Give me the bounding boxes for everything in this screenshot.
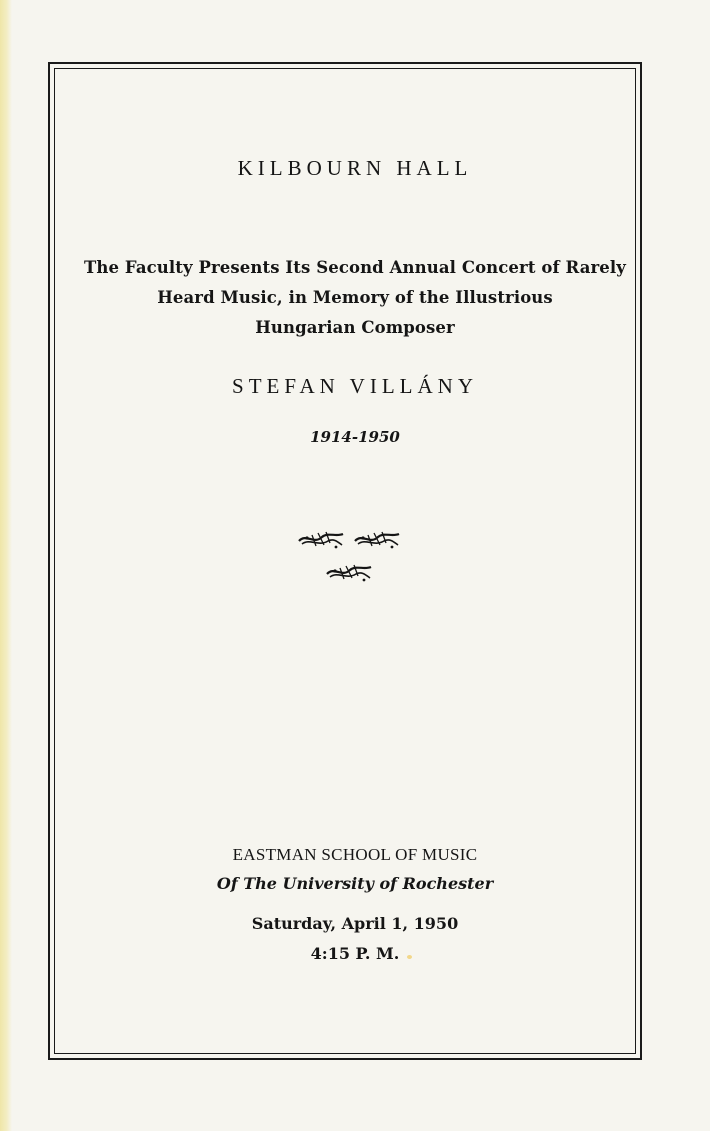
paper-smudge	[407, 955, 412, 959]
concert-date: Saturday, April 1, 1950	[251, 914, 459, 933]
dedication-line-3: Hungarian Composer	[255, 318, 455, 337]
inner-rule-border	[54, 68, 636, 1054]
double-rule-border	[48, 62, 642, 1060]
school-affiliation: Of The University of Rochester	[216, 874, 494, 893]
fleuron-ornament-icon	[354, 529, 400, 551]
composer-name: STEFAN VILLÁNY	[232, 374, 478, 398]
hall-title: KILBOURN HALL	[237, 156, 473, 180]
composer-dates: 1914-1950	[310, 428, 400, 446]
school-name: EASTMAN SCHOOL OF MUSIC	[232, 845, 478, 864]
dedication-line-1: The Faculty Presents Its Second Annual Concert of Rarely	[84, 258, 626, 277]
fleuron-ornament-icon	[298, 529, 344, 551]
fleuron-ornament-icon	[326, 562, 372, 584]
dedication-line-2: Heard Music, in Memory of the Illustrious	[157, 288, 553, 307]
concert-time: 4:15 P. M.	[310, 944, 400, 963]
